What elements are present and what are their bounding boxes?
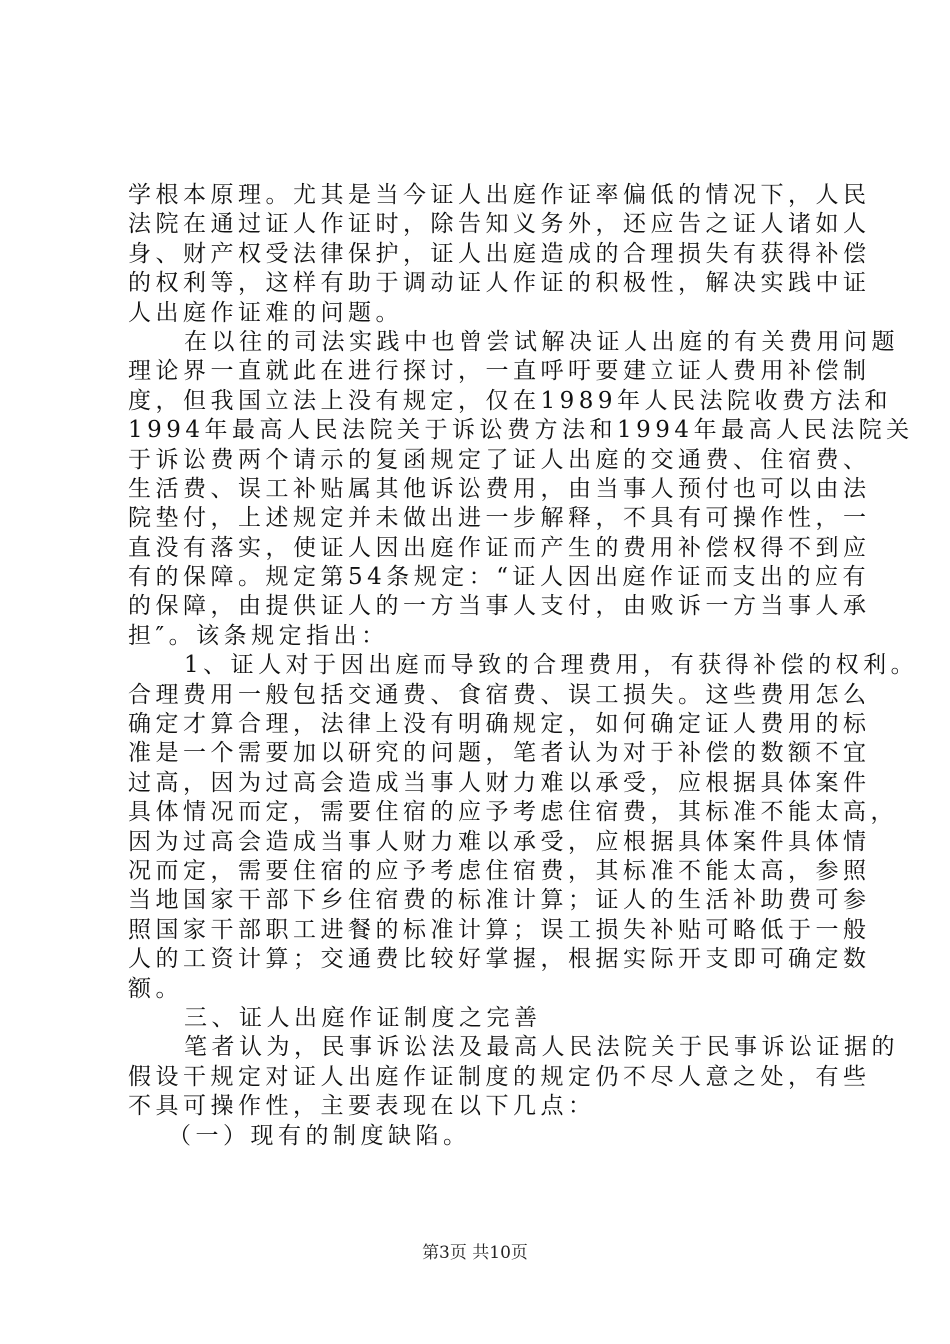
text-line: 人出庭作证难的问题。 — [128, 299, 403, 326]
text-line: 生活费、误工补贴属其他诉讼费用，由当事人预付也可以由法 — [128, 475, 871, 502]
text-line: 于诉讼费两个请示的复函规定了证人出庭的交通费、住宿费、 — [128, 446, 871, 473]
list-item-start: 1、证人对于因出庭而导致的合理费用，有获得补偿的权利。 — [184, 652, 919, 679]
text-line: 况而定，需要住宿的应予考虑住宿费，其标准不能太高，参照 — [128, 857, 871, 884]
text-line: 因为过高会造成当事人财力难以承受，应根据具体案件具体情 — [128, 828, 871, 855]
text-line: 具体情况而定，需要住宿的应予考虑住宿费，其标准不能太高， — [128, 799, 898, 826]
text-line: 照国家干部职工进餐的标准计算；误工损失补贴可略低于一般 — [128, 916, 871, 943]
text-line: 准是一个需要加以研究的问题，笔者认为对于补偿的数额不宜 — [128, 740, 871, 767]
text-line: 不具可操作性，主要表现在以下几点： — [128, 1093, 596, 1120]
text-line: 法院在通过证人作证时，除告知义务外，还应告之证人诸如人 — [128, 211, 871, 238]
page-number-footer: 第3页 共10页 — [422, 1243, 528, 1263]
text-line: 确定才算合理，法律上没有明确规定，如何确定证人费用的标 — [128, 711, 871, 738]
text-line: 学根本原理。尤其是当今证人出庭作证率偏低的情况下，人民 — [128, 182, 871, 208]
text-line: 额。 — [128, 975, 183, 1002]
text-line: 担″。该条规定指出： — [128, 622, 389, 649]
section-heading: 三、证人出庭作证制度之完善 — [184, 1004, 542, 1031]
paragraph-start: 笔者认为，民事诉讼法及最高人民法院关于民事诉讼证据的 — [184, 1034, 899, 1061]
text-line: 有的保障。规定第54条规定：“证人因出庭作证而支出的应有 — [128, 564, 871, 591]
text-line: 理论界一直就此在进行探讨，一直呼吁要建立证人费用补偿制 — [128, 358, 871, 385]
text-line: 的权利等，这样有助于调动证人作证的积极性，解决实践中证 — [128, 270, 871, 297]
text-line: 身、财产权受法律保护，证人出庭造成的合理损失有获得补偿 — [128, 240, 871, 267]
text-line: 过高，因为过高会造成当事人财力难以承受，应根据具体案件 — [128, 769, 871, 796]
text-line: 1994年最高人民法院关于诉讼费方法和1994年最高人民法院关 — [128, 417, 914, 444]
text-line: 的保障，由提供证人的一方当事人支付，由败诉一方当事人承 — [128, 593, 871, 620]
text-line: 直没有落实，使证人因出庭作证而产生的费用补偿权得不到应 — [128, 534, 871, 561]
text-line: 当地国家干部下乡住宿费的标准计算；证人的生活补助费可参 — [128, 887, 871, 914]
text-line: 人的工资计算；交通费比较好掌握，根据实际开支即可确定数 — [128, 946, 871, 973]
document-body — [128, 181, 919, 1151]
paragraph-start: 在以往的司法实践中也曾尝试解决证人出庭的有关费用问题 — [184, 328, 899, 355]
text-line: 度，但我国立法上没有规定，仅在1989年人民法院收费方法和 — [128, 387, 893, 414]
text-line: 院垫付，上述规定并未做出进一步解释，不具有可操作性，一 — [128, 505, 871, 532]
subsection-heading: （一）现有的制度缺陷。 — [168, 1122, 471, 1149]
text-line: 假设干规定对证人出庭作证制度的规定仍不尽人意之处，有些 — [128, 1063, 871, 1090]
text-line: 合理费用一般包括交通费、食宿费、误工损失。这些费用怎么 — [128, 681, 871, 708]
